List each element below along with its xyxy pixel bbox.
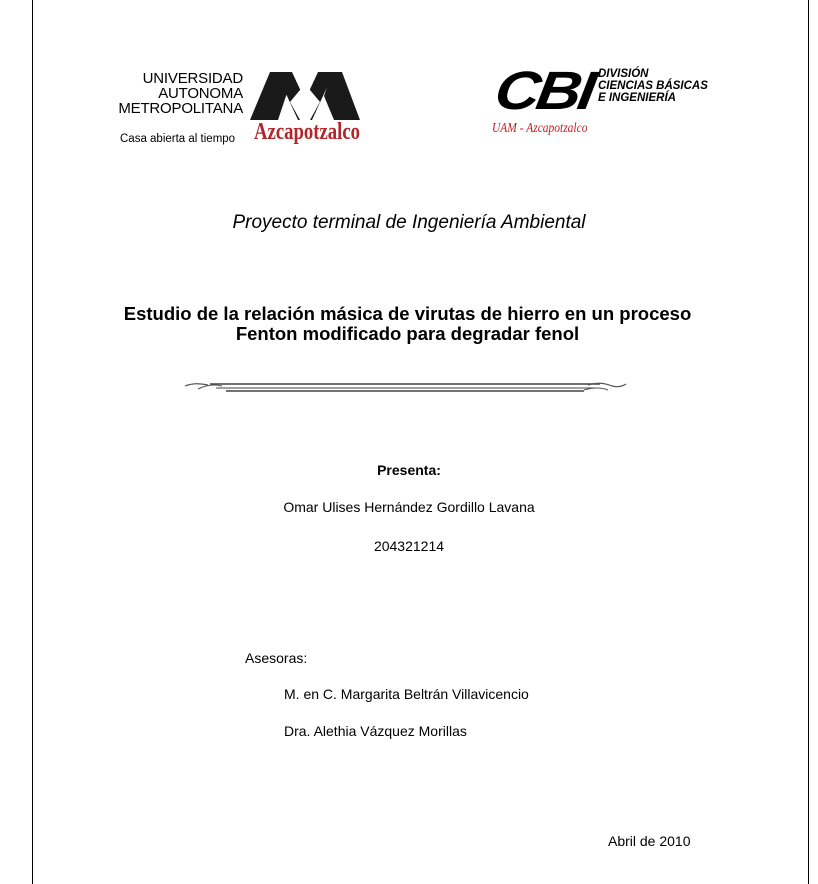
page-border-left: [32, 0, 33, 884]
cbi-acronym: CBI: [490, 61, 598, 121]
thesis-title: Estudio de la relación másica de virutas de hierro en un proceso Fenton modificado para degradar fenol: [123, 303, 692, 344]
author-name: Omar Ulises Hernández Gordillo Lavana: [283, 499, 535, 515]
cbi-line3: E INGENIERÍA: [598, 92, 676, 104]
advisor-name: Dra. Alethia Vázquez Morillas: [284, 723, 467, 739]
uam-name-line2: AUTONOMA: [158, 85, 243, 102]
uam-name-line1: UNIVERSIDAD: [142, 70, 243, 87]
uam-campus: Azcapotzalco: [254, 119, 361, 145]
program-name: Proyecto terminal de Ingeniería Ambiental: [232, 212, 586, 233]
page-border-right: [808, 0, 809, 884]
cbi-line1: DIVISIÓN: [598, 68, 649, 80]
cbi-subtitle: UAM - Azcapotzalco: [492, 121, 588, 136]
uam-name: [118, 71, 243, 116]
presenter-label: Presenta:: [377, 462, 441, 478]
student-id: 204321214: [373, 538, 445, 554]
uam-tagline: Casa abierta al tiempo: [120, 133, 236, 145]
cbi-logo: [490, 61, 710, 154]
ornamental-divider-icon: [180, 376, 630, 398]
cbi-division-name: [598, 68, 708, 104]
cbi-line2: CIENCIAS BÁSICAS: [598, 80, 708, 92]
uam-logo: [120, 66, 365, 156]
submission-date: Abril de 2010: [608, 833, 691, 849]
uam-name-line3: METROPOLITANA: [118, 100, 243, 117]
uam-emblem-icon: [250, 70, 360, 120]
advisors-label: Asesoras:: [245, 650, 308, 666]
advisor-name: M. en C. Margarita Beltrán Villavicencio: [284, 686, 529, 702]
